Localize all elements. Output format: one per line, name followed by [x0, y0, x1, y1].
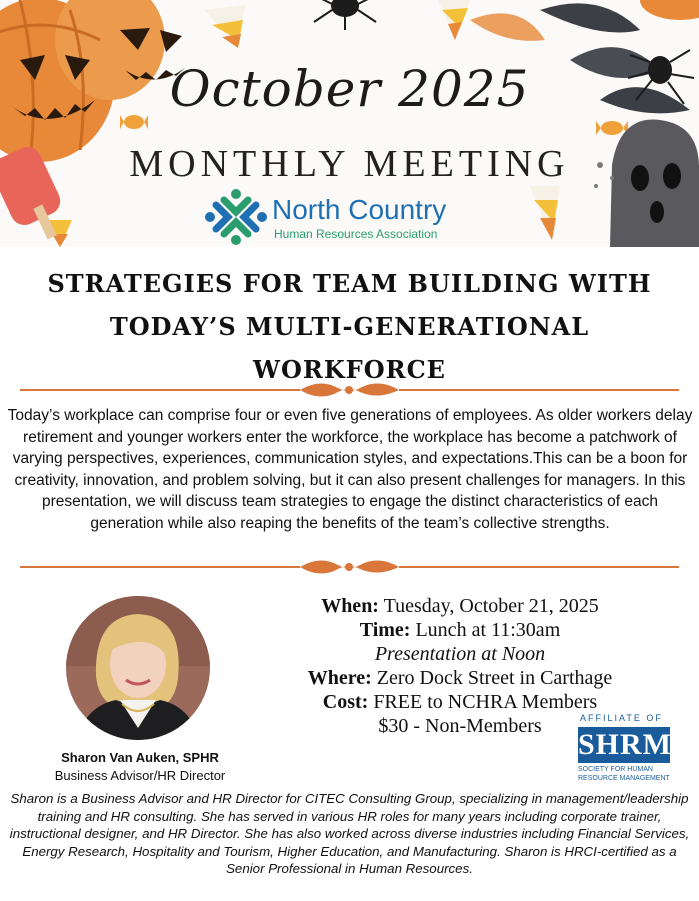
logo-name: North Country: [272, 194, 447, 225]
speaker-name: Sharon Van Auken, SPHR: [61, 750, 219, 765]
when-value: Tuesday, October 21, 2025: [383, 595, 599, 617]
where-value: Zero Dock Street in Carthage: [376, 667, 613, 689]
intro-paragraph: Today’s workplace can comprise four or even five generations of employees. As older workers delay retirement and younger workers enter the workforce, the workplace has become a patchwork of varying perspectives, experiences, communication styles, and expectations.This can be a boon for creativity, innovation, and problem solving, but it can also present challenges for managers. In this presentation, we will discuss team strategies to engage the distinct characteristics of each generation while also reaping the benefits of the team’s collective strengths.: [7, 407, 693, 532]
candy-corn-icon: [530, 186, 560, 240]
speaker-portrait: [66, 596, 210, 740]
ornamental-divider: [20, 555, 679, 579]
people-circle-icon: [204, 188, 268, 246]
candy-corn-icon: [205, 5, 245, 48]
headline-line: WORKFORCE: [253, 355, 446, 384]
header-banner: [0, 0, 699, 247]
time-value: Lunch at 11:30am: [415, 619, 561, 641]
presentation-time: Presentation at Noon: [374, 643, 546, 665]
script-title: October 2025: [169, 60, 530, 118]
ornamental-divider: [20, 378, 679, 402]
when-label: When:: [321, 595, 379, 617]
logo-subtitle: Human Resources Association: [274, 227, 438, 241]
speaker-bio: Sharon is a Business Advisor and HR Director for CITEC Consulting Group, specializing in management/leadership training and HR consulting. She has served in various HR roles for many years including corporate trainer, instructional designer, and HR Director. She has also worked across diverse industries including Financial Services, Energy Research, Hospitality and Tourism, Higher Education, and Manufacturing. Sharon is HRCI-certified as a Senior Professional in Human Resources.: [9, 791, 690, 876]
candy-corn-icon: [438, 0, 470, 40]
speaker-photo: [66, 596, 210, 740]
headline-line: STRATEGIES FOR TEAM BUILDING WITH: [47, 269, 652, 298]
cost-row: [250, 690, 670, 714]
headline-line: TODAY’S MULTI-GENERATIONAL: [109, 312, 590, 341]
shrm-full-name: SOCIETY FOR HUMAN RESOURCE MANAGEMENT: [578, 766, 670, 782]
shrm-affiliate-logo: [574, 713, 676, 787]
time-row: [250, 618, 670, 642]
where-label: Where:: [307, 667, 372, 689]
time-label: Time:: [359, 619, 411, 641]
wrapped-candy-icon: [596, 121, 628, 135]
spider-icon: [312, 0, 378, 30]
event-headline: [20, 262, 679, 391]
speaker-role: Business Advisor/HR Director: [54, 768, 226, 783]
shrm-affiliate-label: AFFILIATE OF: [580, 713, 663, 723]
presentation-row: [250, 642, 670, 666]
when-row: [250, 594, 670, 618]
cost-value: FREE to NCHRA Members: [373, 691, 598, 713]
cost-label: Cost:: [322, 691, 369, 713]
cost-nonmember: $30 - Non-Members: [378, 715, 542, 737]
where-row: [250, 666, 670, 690]
shrm-wordmark: SHRM: [578, 728, 672, 761]
nchra-logo: [204, 188, 494, 246]
meeting-title: MONTHLY MEETING: [129, 143, 570, 185]
